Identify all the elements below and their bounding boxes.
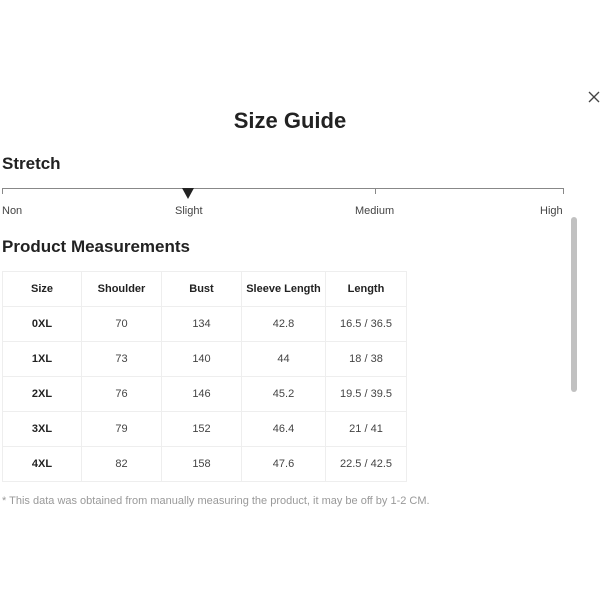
table-header-row — [3, 272, 407, 307]
size-cell: 4XL — [3, 447, 82, 482]
length-cell: 19.5 / 39.5 — [326, 377, 407, 412]
column-header-sleeve-length: Sleeve Length — [242, 272, 326, 307]
stretch-scale-line — [2, 188, 564, 189]
bust-cell: 158 — [162, 447, 242, 482]
table-row — [3, 342, 407, 377]
table-row — [3, 447, 407, 482]
sleeve-length-cell: 47.6 — [242, 447, 326, 482]
table-row — [3, 412, 407, 447]
sleeve-length-cell: 42.8 — [242, 307, 326, 342]
measurements-table — [2, 271, 407, 482]
column-header-length: Length — [326, 272, 407, 307]
stretch-scale — [2, 185, 564, 225]
bust-cell: 134 — [162, 307, 242, 342]
page-title: Size Guide — [233, 108, 347, 133]
size-cell: 2XL — [3, 377, 82, 412]
stretch-selected-marker — [182, 188, 194, 199]
length-cell: 22.5 / 42.5 — [326, 447, 407, 482]
close-icon — [586, 89, 600, 105]
stretch-tick-non — [2, 188, 3, 194]
sleeve-length-cell: 45.2 — [242, 377, 326, 412]
sleeve-length-cell: 46.4 — [242, 412, 326, 447]
stretch-label-slight: Slight — [175, 205, 203, 217]
stretch-label-non: Non — [2, 205, 23, 217]
stretch-tick-high — [563, 188, 564, 194]
shoulder-cell: 70 — [82, 307, 162, 342]
close-button[interactable] — [586, 89, 600, 105]
table-row — [3, 307, 407, 342]
column-header-bust: Bust — [162, 272, 242, 307]
bust-cell: 146 — [162, 377, 242, 412]
shoulder-cell: 79 — [82, 412, 162, 447]
length-cell: 21 / 41 — [326, 412, 407, 447]
scrollbar-thumb[interactable] — [571, 217, 577, 392]
size-cell: 3XL — [3, 412, 82, 447]
stretch-label-high: High — [540, 205, 563, 217]
column-header-shoulder: Shoulder — [82, 272, 162, 307]
bust-cell: 140 — [162, 342, 242, 377]
measurements-heading: Product Measurements — [2, 237, 190, 256]
length-cell: 18 / 38 — [326, 342, 407, 377]
bust-cell: 152 — [162, 412, 242, 447]
column-header-size: Size — [3, 272, 82, 307]
stretch-label-medium: Medium — [355, 205, 395, 217]
shoulder-cell: 82 — [82, 447, 162, 482]
length-cell: 16.5 / 36.5 — [326, 307, 407, 342]
size-cell: 1XL — [3, 342, 82, 377]
shoulder-cell: 76 — [82, 377, 162, 412]
size-cell: 0XL — [3, 307, 82, 342]
measurement-note: * This data was obtained from manually measuring the product, it may be off by 1-2 CM. — [2, 495, 430, 507]
table-row — [3, 377, 407, 412]
shoulder-cell: 73 — [82, 342, 162, 377]
sleeve-length-cell: 44 — [242, 342, 326, 377]
stretch-tick-medium — [375, 188, 376, 194]
stretch-heading: Stretch — [2, 154, 61, 173]
